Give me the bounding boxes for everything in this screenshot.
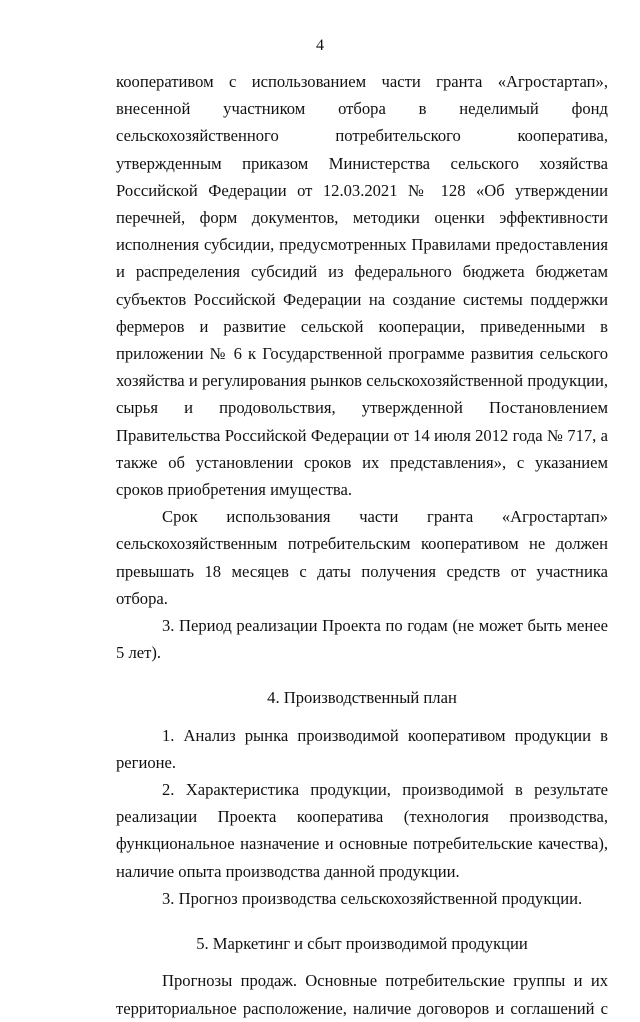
document-body [116,68,608,1022]
page-number: 4 [316,37,324,54]
production-plan-item-1: 1. Анализ рынка производимой кооперативом продукции в регионе. [116,725,608,772]
paragraph-project-period: 3. Период реализации Проекта по годам (не может быть менее 5 лет). [116,616,608,663]
paragraph-continuation: кооперативом с использованием части гранта «Агростартап», внесенной участником отбора в неделимый фонд сельскохозяйственного потребительского кооператива, утвержденным приказом Министерства сельского хозяйства Российской Федерации от 12.03.2021 № 128 «Об утверждении перечней, форм документов, методики оценки эффективности исполнения субсидии, предусмотренных Правилами предоставления и распределения субсидий из федерального бюджета бюджетам субъектов Российской Федерации на создание системы поддержки фермеров и развитие сельской кооперации, приведенными в приложении № 6 к Государственной программе развития сельского хозяйства и регулирования рынков сельскохозяйственной продукции, сырья и продовольствия, утвержденной Постановлением Правительства Российской Федерации от 14 июля 2012 года № 717, а также об установлении сроков их представления», с указанием сроков приобретения имущества. [116,72,608,500]
section-heading-production-plan: 4. Производственный план [267,688,457,708]
production-plan-item-3: 3. Прогноз производства сельскохозяйственной продукции. [162,888,583,908]
marketing-paragraph: Прогнозы продаж. Основные потребительские группы и их территориальное расположение, наличие договоров и соглашений с [116,971,608,1018]
paragraph-grant-term: Срок использования части гранта «Агростартап» сельскохозяйственным потребительским кооперативом не должен превышать 18 месяцев с даты получения средств от участника отбора. [116,507,608,608]
section-heading-marketing: 5. Маркетинг и сбыт производимой продукции [196,934,528,954]
production-plan-item-2: 2. Характеристика продукции, производимой в результате реализации Проекта кооператива (технология производства, функциональное назначение и основные потребительские качества), наличие опыта производства данной продукции. [116,780,608,881]
